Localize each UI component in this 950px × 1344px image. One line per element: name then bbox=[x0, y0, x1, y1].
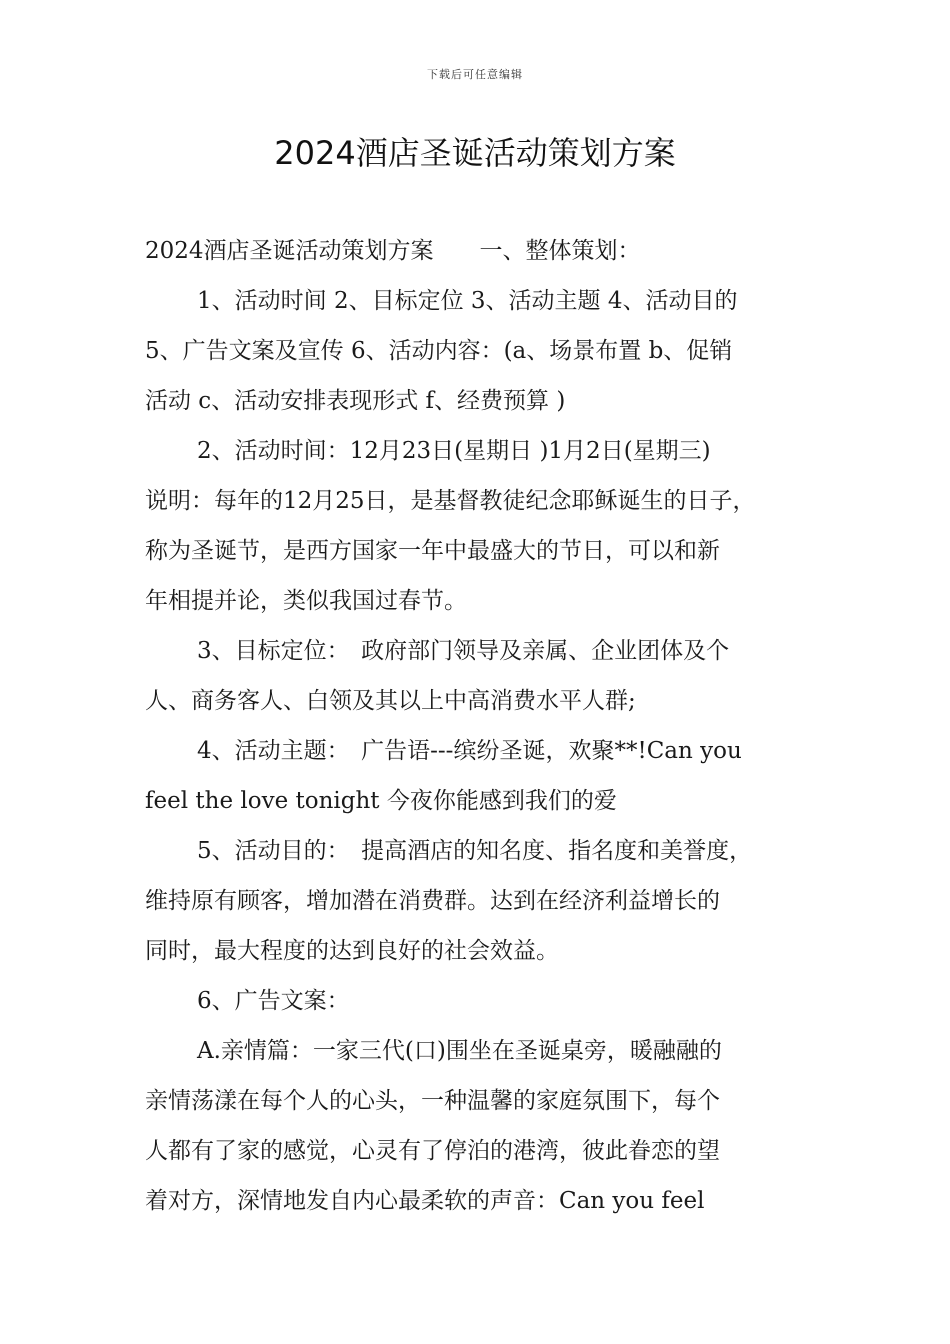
body-line: 亲情荡漾在每个人的心头，一种温馨的家庭氛围下，每个 bbox=[145, 1088, 720, 1114]
body-line: 1、活动时间 2、目标定位 3、活动主题 4、活动目的 bbox=[197, 288, 738, 314]
header-note: 下载后可任意编辑 bbox=[427, 68, 523, 81]
body-line: 人都有了家的感觉，心灵有了停泊的港湾，彼此眷恋的望 bbox=[145, 1138, 720, 1164]
body-line: 3、目标定位： 政府部门领导及亲属、企业团体及个 bbox=[197, 638, 730, 664]
body-line: 称为圣诞节，是西方国家一年中最盛大的节日，可以和新 bbox=[145, 538, 720, 564]
body-line: 6、广告文案： bbox=[197, 988, 350, 1014]
body-line: 同时，最大程度的达到良好的社会效益。 bbox=[145, 938, 559, 964]
body-line: 2、活动时间：12月23日(星期日 )1月2日(星期三) bbox=[197, 438, 711, 464]
body-line: 4、活动主题： 广告语---缤纷圣诞，欢聚**!Can you bbox=[197, 738, 742, 764]
body-line: 人、商务客人、白领及其以上中高消费水平人群; bbox=[145, 688, 636, 714]
body-line: 5、活动目的： 提高酒店的知名度、指名度和美誉度， bbox=[197, 838, 753, 864]
body-line: 着对方，深情地发自内心最柔软的声音：Can you feel bbox=[145, 1188, 705, 1214]
body-line: 年相提并论，类似我国过春节。 bbox=[145, 588, 467, 614]
body-line: feel the love tonight 今夜你能感到我们的爱 bbox=[145, 788, 617, 814]
body-line: 5、广告文案及宣传 6、活动内容：(a、场景布置 b、促销 bbox=[145, 338, 733, 364]
document-body bbox=[145, 226, 810, 1226]
body-line: 2024酒店圣诞活动策划方案 一、整体策划： bbox=[145, 238, 641, 264]
body-line: A.亲情篇：一家三代(口)围坐在圣诞桌旁，暖融融的 bbox=[197, 1038, 722, 1064]
document-title: 2024酒店圣诞活动策划方案 bbox=[274, 134, 676, 172]
body-line: 说明：每年的12月25日，是基督教徒纪念耶稣诞生的日子， bbox=[145, 488, 756, 514]
body-line: 活动 c、活动安排表现形式 f、经费预算 ) bbox=[145, 388, 566, 414]
body-line: 维持原有顾客，增加潜在消费群。达到在经济利益增长的 bbox=[145, 888, 720, 914]
